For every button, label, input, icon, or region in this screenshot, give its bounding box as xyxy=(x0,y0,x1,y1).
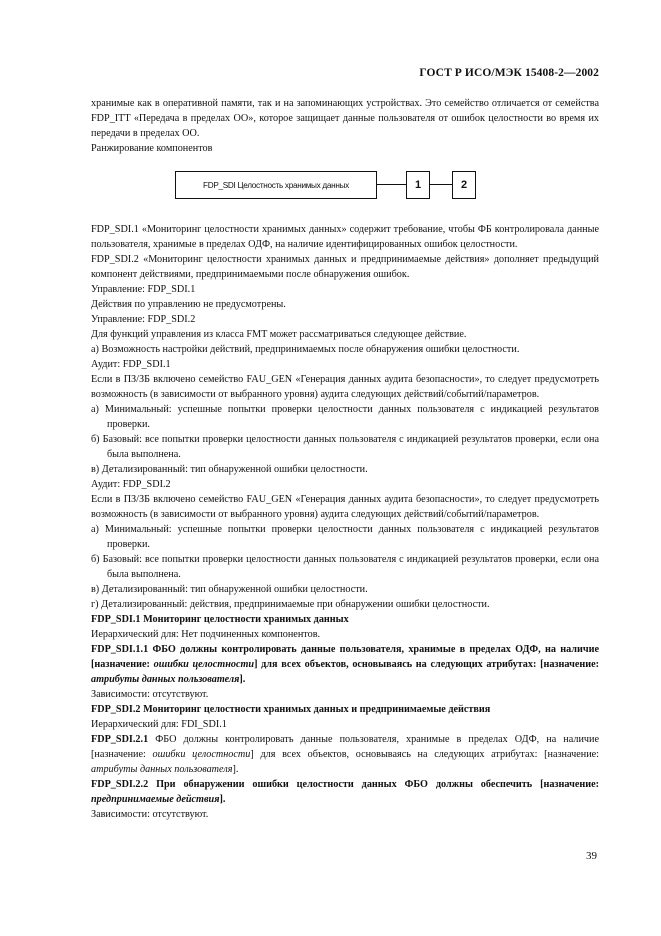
assignment-value: ошибки целостности xyxy=(153,659,255,670)
connector-line xyxy=(430,184,452,185)
list-item: б) Базовый: все попытки проверки целостности данных пользователя с индикацией результатов проверки, если она была выполнена. xyxy=(91,434,599,460)
list-item: в) Детализированный: тип обнаруженной ошибки целостности. xyxy=(91,464,368,475)
list-item: г) Детализированный: действия, предпринимаемые при обнаружении ошибки целостности. xyxy=(91,599,490,610)
list-item: в) Детализированный: тип обнаруженной ошибки целостности. xyxy=(91,584,368,595)
assignment-value: атрибуты данных пользователя xyxy=(91,674,240,685)
paragraph: хранимые как в оперативной памяти, так и на запоминающих устройствах. Это семейство отличается от семейства FDP_ITT «Передача в пределах ОО», которое защищает данные пользователя от ошибок целостности во время их передачи в пределах ОО. xyxy=(91,98,599,139)
requirement-text: ]. xyxy=(239,674,246,685)
assignment-value: предпринимаемые действия xyxy=(91,794,220,805)
section-label: Ранжирование компонентов xyxy=(91,143,213,154)
requirement-text: При обнаружении ошибки целостности данных ФБО должны обеспечить [назначение: xyxy=(156,779,599,790)
paragraph: Для функций управления из класса FMT может рассматриваться следующее действие. xyxy=(91,329,467,340)
component-heading: FDP_SDI.1 Мониторинг целостности хранимых данных xyxy=(91,614,349,625)
connector-line xyxy=(377,184,406,185)
page-number: 39 xyxy=(586,850,597,862)
requirement-text: ]. xyxy=(219,794,226,805)
paragraph: Иерархический для: Нет подчиненных компонентов. xyxy=(91,629,321,640)
paragraph: FDP_SDI.2 «Мониторинг целостности хранимых данных и предпринимаемые действия» дополняет предыдущий компонент действиями, предпринимаемыми после обнаружения ошибок. xyxy=(91,254,599,280)
component-heading: FDP_SDI.2 Мониторинг целостности хранимых данных и предпринимаемые действия xyxy=(91,704,491,715)
component-diagram xyxy=(175,171,475,201)
paragraph: Если в ПЗ/ЗБ включено семейство FAU_GEN «Генерация данных аудита безопасности», то следует предусмотреть возможность (в зависимости от выбранного уровня) аудита следующих действий/событий/параметров. xyxy=(91,494,599,520)
requirement-element xyxy=(91,642,599,687)
paragraph: Аудит: FDP_SDI.2 xyxy=(91,479,171,490)
component-box: FDP_SDI Целостность хранимых данных xyxy=(175,171,377,199)
paragraph: Если в ПЗ/ЗБ включено семейство FAU_GEN «Генерация данных аудита безопасности», то следует предусмотреть возможность (в зависимости от выбранного уровня) аудита следующих действий/событий/параметров. xyxy=(91,374,599,400)
requirement-element xyxy=(91,732,599,777)
component-level-2: 2 xyxy=(452,171,476,199)
list-item: а) Минимальный: успешные попытки проверки целостности данных пользователя с индикацией результатов проверки. xyxy=(91,524,599,550)
requirement-id: FDP_SDI.2.1 xyxy=(91,734,149,745)
requirement-text: ] для всех объектов, основываясь на следующих атрибутах: [назначение: xyxy=(254,659,599,670)
assignment-value: атрибуты данных пользователя xyxy=(91,764,233,775)
paragraph: Действия по управлению не предусмотрены. xyxy=(91,299,286,310)
list-item: а) Минимальный: успешные попытки проверки целостности данных пользователя с индикацией результатов проверки. xyxy=(91,404,599,430)
requirement-text: ] для всех объектов, основываясь на следующих атрибутах: [назначение: xyxy=(250,749,599,760)
list-item: а) Возможность настройки действий, предпринимаемых после обнаружения ошибки целостности. xyxy=(91,344,520,355)
page-body-lower xyxy=(91,222,599,822)
paragraph: Зависимости: отсутствуют. xyxy=(91,809,209,820)
component-level-1: 1 xyxy=(406,171,430,199)
requirement-text: ]. xyxy=(232,764,239,775)
page-body xyxy=(91,96,599,156)
requirement-text: ФБО должны контролировать данные пользователя, хранимые в пределах ОДФ, на наличие [назначение: xyxy=(91,734,599,760)
requirement-id: FDP_SDI.2.2 xyxy=(91,779,149,790)
paragraph: FDP_SDI.1 «Мониторинг целостности хранимых данных» содержит требование, чтобы ФБ контролировала данные пользователя, хранимые в пределах ОДФ, на наличие идентифицированных ошибок целостности. xyxy=(91,224,599,250)
paragraph: Зависимости: отсутствуют. xyxy=(91,689,209,700)
paragraph: Управление: FDP_SDI.2 xyxy=(91,314,196,325)
paragraph: Управление: FDP_SDI.1 xyxy=(91,284,196,295)
list-item: б) Базовый: все попытки проверки целостности данных пользователя с индикацией результатов проверки, если она была выполнена. xyxy=(91,554,599,580)
document-header: ГОСТ Р ИСО/МЭК 15408-2—2002 xyxy=(419,67,599,79)
paragraph: Иерархический для: FDI_SDI.1 xyxy=(91,719,227,730)
assignment-value: ошибки целостности xyxy=(152,749,251,760)
requirement-element xyxy=(91,777,599,807)
requirement-id: FDP_SDI.1.1 xyxy=(91,644,149,655)
paragraph: Аудит: FDP_SDI.1 xyxy=(91,359,171,370)
requirement-text: ФБО должны контролировать данные пользователя, хранимые в пределах ОДФ, на наличие [назначение: xyxy=(91,644,600,670)
